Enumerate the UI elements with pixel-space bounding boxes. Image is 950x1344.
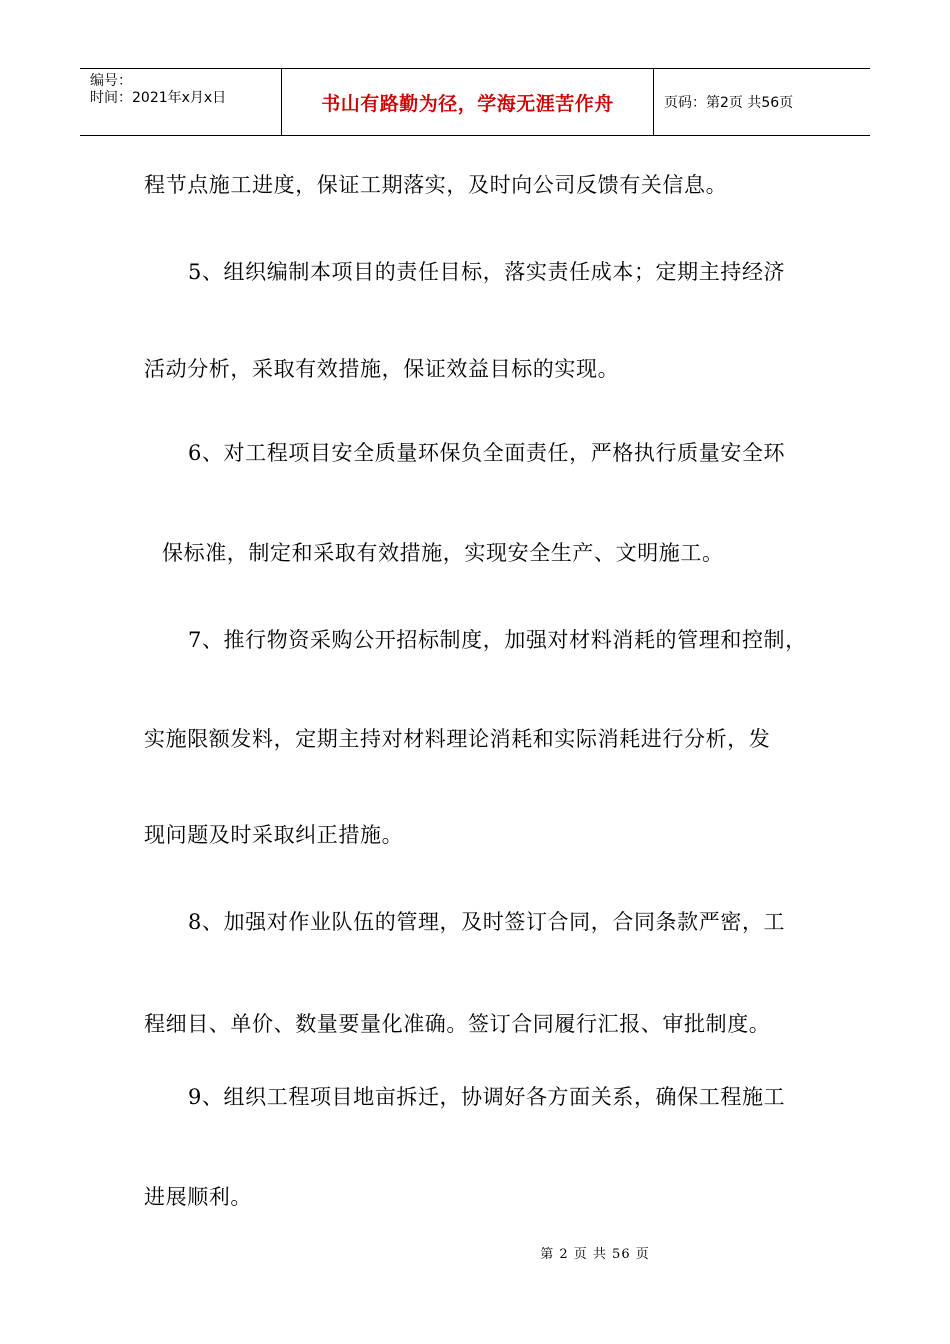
body-line: 保标准，制定和采取有效措施，实现安全生产、文明施工。: [162, 541, 724, 565]
body-line: 进展顺利。: [144, 1185, 252, 1209]
body-line: 9、组织工程项目地亩拆迁，协调好各方面关系，确保工程施工: [188, 1085, 786, 1109]
page-footer: 第 2 页 共 56 页: [540, 1247, 650, 1262]
header-time-label: 时间：2021年x月x日: [90, 90, 227, 106]
header-motto-cell: [282, 69, 654, 135]
body-line: 程细目、单价、数量要量化准确。签订合同履行汇报、审批制度。: [144, 1012, 771, 1036]
header-page-code-cell: [654, 69, 870, 135]
body-line: 7、推行物资采购公开招标制度，加强对材料消耗的管理和控制，: [188, 628, 807, 652]
header-meta: [80, 69, 282, 135]
body-line: 6、对工程项目安全质量环保负全面责任，严格执行质量安全环: [188, 441, 786, 465]
body-line: 程节点施工进度，保证工期落实，及时向公司反馈有关信息。: [144, 173, 728, 197]
header-page-code: 页码：第2页 共56页: [664, 95, 794, 111]
page-header: [80, 68, 870, 136]
body-line: 5、组织编制本项目的责任目标，落实责任成本；定期主持经济: [188, 260, 786, 284]
body-line: 活动分析，采取有效措施，保证效益目标的实现。: [144, 357, 620, 381]
body-line: 8、加强对作业队伍的管理，及时签订合同，合同条款严密，工: [188, 910, 786, 934]
header-motto: 书山有路勤为径，学海无涯苦作舟: [321, 92, 614, 115]
body-line: 现问题及时采取纠正措施。: [144, 823, 404, 847]
header-number-label: 编号：: [90, 73, 132, 89]
body-line: 实施限额发料，定期主持对材料理论消耗和实际消耗进行分析，发: [144, 727, 771, 751]
